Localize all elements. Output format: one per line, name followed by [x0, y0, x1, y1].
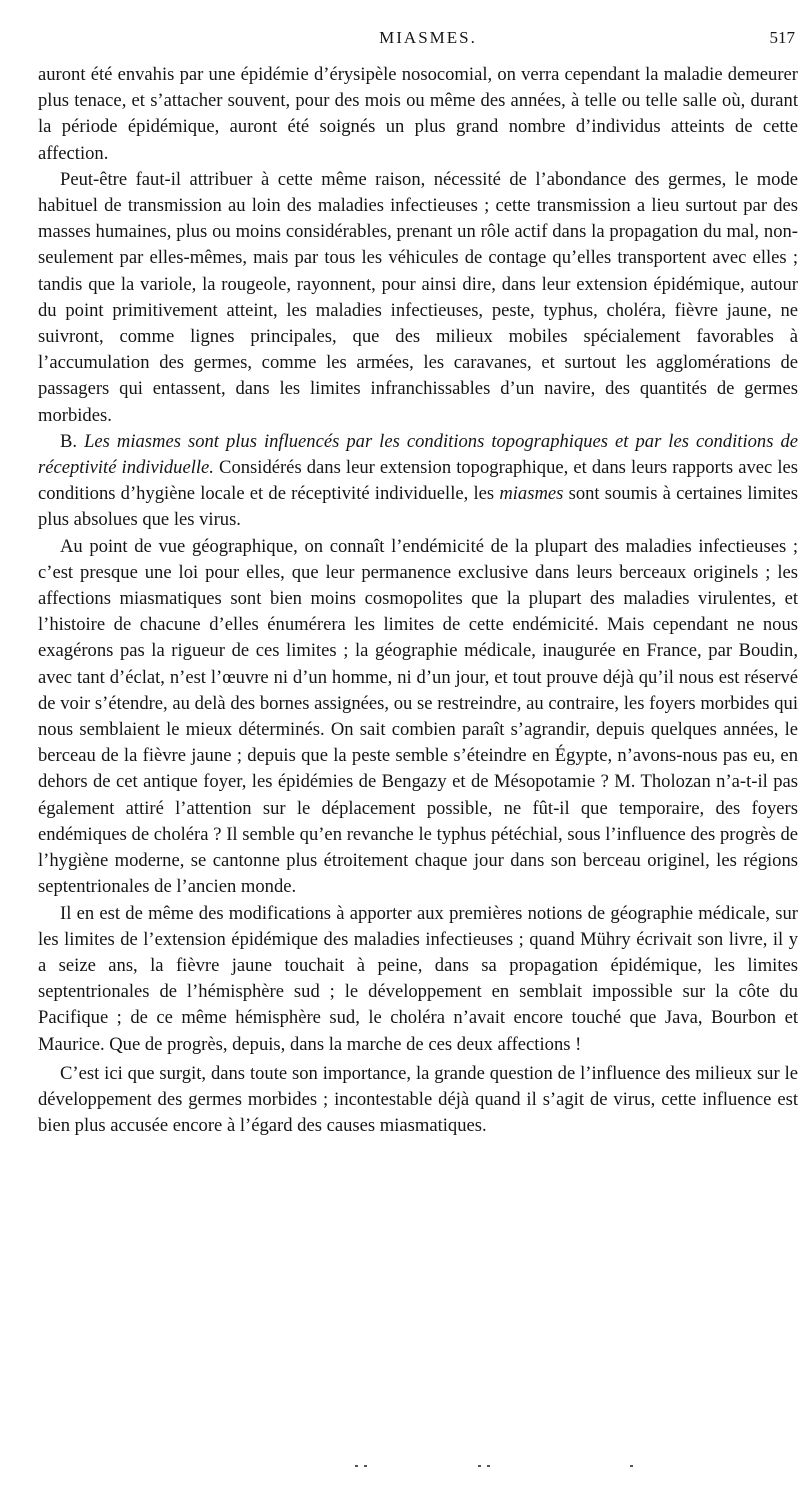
running-header	[38, 28, 798, 62]
running-title: MIASMES.	[379, 28, 477, 47]
italic-word-miasmes: miasmes	[499, 483, 564, 505]
paragraph-continuation: auront été envahis par une épidémie d’érysipèle nosocomial, on verra cependant la maladie demeurer plus tenace, et s’attacher souvent, pour des mois ou même des années, à telle ou telle salle où, durant la période épidémique, auront été soignés un plus grand nombre d’individus atteints de cette affection.	[38, 64, 798, 164]
section-heading-italic: Les miasmes sont plus influencés par les conditions topographiques et par les conditions de réceptivité individuelle.	[38, 430, 798, 479]
paragraph-modifications: Il en est de même des modifications à apporter aux premières notions de géographie médicale, sur les limites de l’extension épidémique des maladies infectieuses ; quand Mühry écrivait son livre, il y a seize ans, la fièvre jaune touchait à peine, dans sa propagation épidémique, les limites septentrionales de l’hémisphère sud ; le développement en semblait impossible sur la côte du Pacifique ; de ce même hémisphère sud, le choléra n’avait encore touché que Java, Bourbon et Maurice. Que de progrès, depuis, dans la marche de ces deux affections !	[38, 902, 798, 1055]
footer-scan-marks	[0, 1465, 800, 1475]
paragraph-geography: Au point de vue géographique, on connaît l’endémicité de la plupart des maladies infectieuses ; c’est presque une loi pour elles, que leur permanence exclusive dans leurs berceaux originels ; les affections miasmatiques sont bien moins cosmopolites que la plupart des maladies virulentes, et l’histoire de chacune d’elles énumérera les limites de cette endémicité. Mais cependant ne nous exagérons pas la rigueur de ces limites ; la géographie médicale, inaugurée en France, par Boudin, avec tant d’éclat, n’est l’œuvre ni d’un homme, ni d’un jour, et tout prouve déjà qu’il nous est réservé de voir s’étendre, au delà des bornes assignées, ou se restreindre, au contraire, les foyers morbides qui nous semblaient le mieux déterminés. On sait combien paraît s’agrandir, depuis quelques années, le berceau de la fièvre jaune ; depuis que la peste semble s’éteindre en Égypte, n’avons-nous pas eu, en dehors de cet antique foyer, les épidémies de Bengazy et de Mésopotamie ? M. Tholozan n’a-t-il pas également attiré l’attention sur le déplacement possible, ne fût-il que temporaire, des foyers endémiques de choléra ? Il semble qu’en revanche le typhus pétéchial, sous l’influence des progrès de l’hygiène moderne, se cantonne plus étroitement chaque jour dans son berceau originel, les régions septentrionales de l’ancien monde.	[38, 535, 798, 898]
paragraph-section-b	[38, 429, 798, 534]
section-text-before: Considérés dans leur extension topographique, et dans leurs rapports avec les conditions d’hygiène locale et de réceptivité individuelle, les	[38, 457, 798, 505]
body-text	[38, 62, 798, 1139]
section-text-after: sont soumis à certaines limites plus absolues que les virus.	[38, 483, 798, 531]
page-number: 517	[769, 28, 795, 47]
section-letter: B.	[60, 430, 78, 452]
paragraph-transmission: Peut-être faut-il attribuer à cette même raison, nécessité de l’abondance des germes, le mode habituel de transmission au loin des maladies infectieuses ; cette transmission a lieu surtout par des masses humaines, plus ou moins considérables, prenant un rôle actif dans la propagation du mal, non-seulement par elles-mêmes, mais par tous les véhicules de contage qu’elles transportent avec elles ; tandis que la variole, la rougeole, rayonnent, pour ainsi dire, dans leur extension épidémique, autour du point primitivement atteint, les maladies infectieuses, peste, typhus, choléra, fièvre jaune, ne suivront, comme lignes principales, que des milieux mobiles spécialement favorables à l’accumulation des germes, comme les armées, les caravanes, et surtout les agglomérations de passagers qui entassent, dans les limites infranchissables d’un navire, des quantités de germes morbides.	[38, 168, 798, 426]
paragraph-milieux: C’est ici que surgit, dans toute son importance, la grande question de l’influence des milieux sur le développement des germes morbides ; incontestable déjà quand il s’agit de virus, cette influence est bien plus accusée encore à l’égard des causes miasmatiques.	[38, 1062, 798, 1137]
book-page	[38, 28, 798, 1139]
